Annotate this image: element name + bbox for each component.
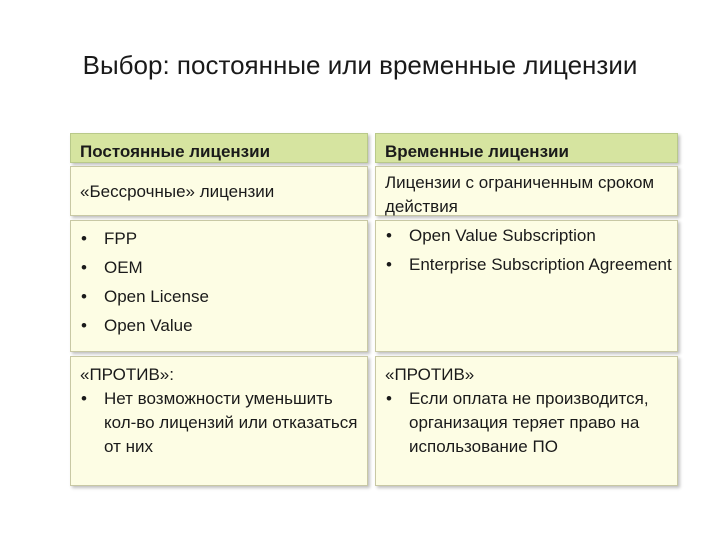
list-item: • Если оплата не производится, организация теряет право на использование ПО xyxy=(385,387,677,459)
temporary-against xyxy=(375,356,678,486)
permanent-against xyxy=(70,356,368,486)
header-permanent: Постоянные лицензии xyxy=(70,133,368,163)
permanent-against-list xyxy=(80,387,367,459)
list-item: • Enterprise Subscription Agreement xyxy=(385,253,677,277)
temporary-products-list xyxy=(385,224,677,277)
list-item: • Нет возможности уменьшить кол-во лицензий или отказаться от них xyxy=(80,387,367,459)
list-item: • Open License xyxy=(80,282,367,311)
against-title: «ПРОТИВ»: xyxy=(80,365,174,384)
list-item: • OEM xyxy=(80,253,367,282)
permanent-products xyxy=(70,220,368,352)
temporary-against-list xyxy=(385,387,677,459)
permanent-subtitle: «Бессрочные» лицензии xyxy=(70,166,368,216)
list-item: • FPP xyxy=(80,224,367,253)
permanent-products-list xyxy=(80,224,367,340)
temporary-products xyxy=(375,220,678,352)
list-item: • Open Value Subscription xyxy=(385,224,677,248)
header-temporary: Временные лицензии xyxy=(375,133,678,163)
list-item: • Open Value xyxy=(80,311,367,340)
temporary-subtitle: Лицензии с ограниченным сроком действия xyxy=(375,166,678,216)
page-title: Выбор: постоянные или временные лицензии xyxy=(82,50,638,80)
against-title: «ПРОТИВ» xyxy=(385,365,475,384)
